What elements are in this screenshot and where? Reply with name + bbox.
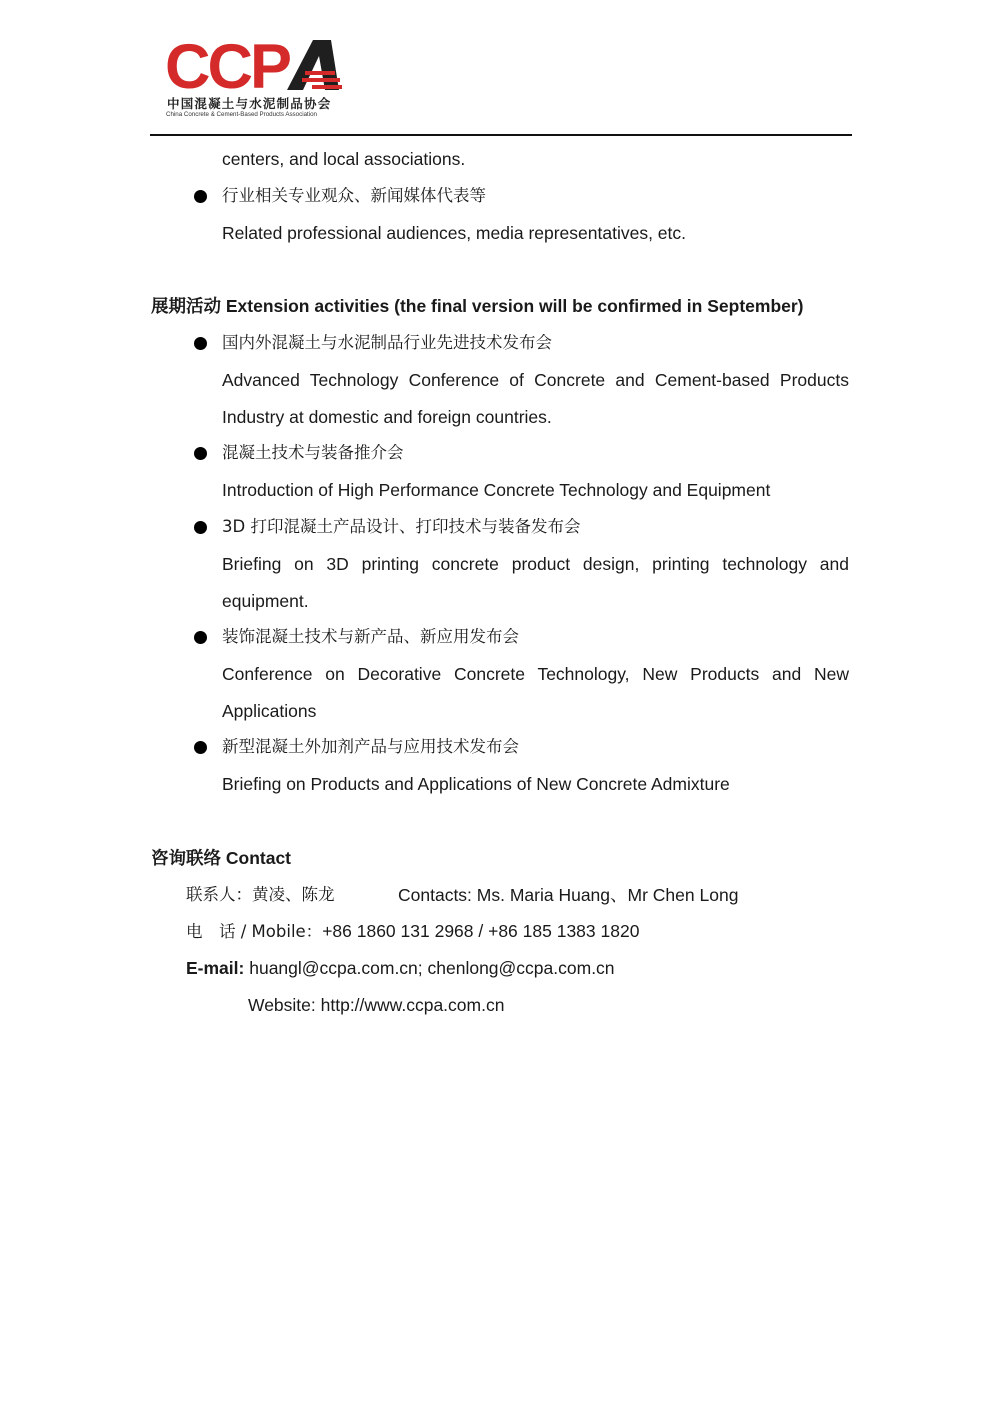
activity-item-en: Applications [222, 701, 317, 721]
contacts-en: Contacts: Ms. Maria Huang、Mr Chen Long [398, 885, 739, 905]
audience-item-cn: 行业相关专业观众、新闻媒体代表等 [222, 186, 486, 205]
audience-continuation: centers, and local associations. [222, 149, 466, 169]
contact-section-title: 咨询联络 Contact [151, 848, 291, 868]
bullet-icon [194, 337, 207, 350]
activity-item-en: Advanced Technology Conference of Concrete and Cement-based Products [222, 370, 849, 390]
bullet-icon [194, 190, 207, 203]
ccpa-logo-mark [165, 38, 345, 92]
phone-label: 电 话 / Mobile： [186, 922, 323, 941]
activity-item-en: Introduction of High Performance Concrete Technology and Equipment [222, 480, 771, 500]
phone-line [186, 920, 639, 943]
activity-item-cn: 装饰混凝土技术与新产品、新应用发布会 [222, 627, 519, 646]
website-link[interactable]: Website: http://www.ccpa.com.cn [248, 995, 505, 1015]
extension-section-title: 展期活动 Extension activities (the final version will be confirmed in September) [151, 296, 804, 316]
bullet-icon [194, 741, 207, 754]
svg-text:CCP: CCP [165, 38, 290, 92]
email-value[interactable]: huangl@ccpa.com.cn; chenlong@ccpa.com.cn [249, 958, 615, 978]
bullet-icon [194, 447, 207, 460]
activity-item-en: Briefing on 3D printing concrete product design, printing technology and [222, 554, 849, 574]
activity-item-en: equipment. [222, 591, 309, 611]
activity-item-cn: 混凝土技术与装备推介会 [222, 443, 404, 462]
activity-item-en: Conference on Decorative Concrete Technology, New Products and New [222, 664, 849, 684]
bullet-icon [194, 521, 207, 534]
logo-chinese-name: 中国混凝土与水泥制品协会 [167, 96, 332, 111]
activity-item-en: Briefing on Products and Applications of New Concrete Admixture [222, 774, 730, 794]
activity-item-cn: 3D 打印混凝土产品设计、打印技术与装备发布会 [222, 517, 581, 536]
logo-english-name: China Concrete & Cement-Based Products Association [166, 111, 317, 118]
audience-item-en: Related professional audiences, media representatives, etc. [222, 223, 687, 243]
bullet-icon [194, 631, 207, 644]
activity-item-cn: 新型混凝土外加剂产品与应用技术发布会 [222, 737, 519, 756]
activity-item-en: Industry at domestic and foreign countries. [222, 407, 552, 427]
header-divider [150, 134, 852, 136]
activity-item-cn: 国内外混凝土与水泥制品行业先进技术发布会 [222, 333, 552, 352]
phone-value: +86 1860 131 2968 / +86 185 1383 1820 [322, 921, 640, 941]
email-line [186, 957, 615, 979]
email-label: E-mail: [186, 958, 245, 978]
ccpa-logo [165, 38, 350, 123]
contacts-cn: 联系人：黄凌、陈龙 [186, 885, 335, 904]
